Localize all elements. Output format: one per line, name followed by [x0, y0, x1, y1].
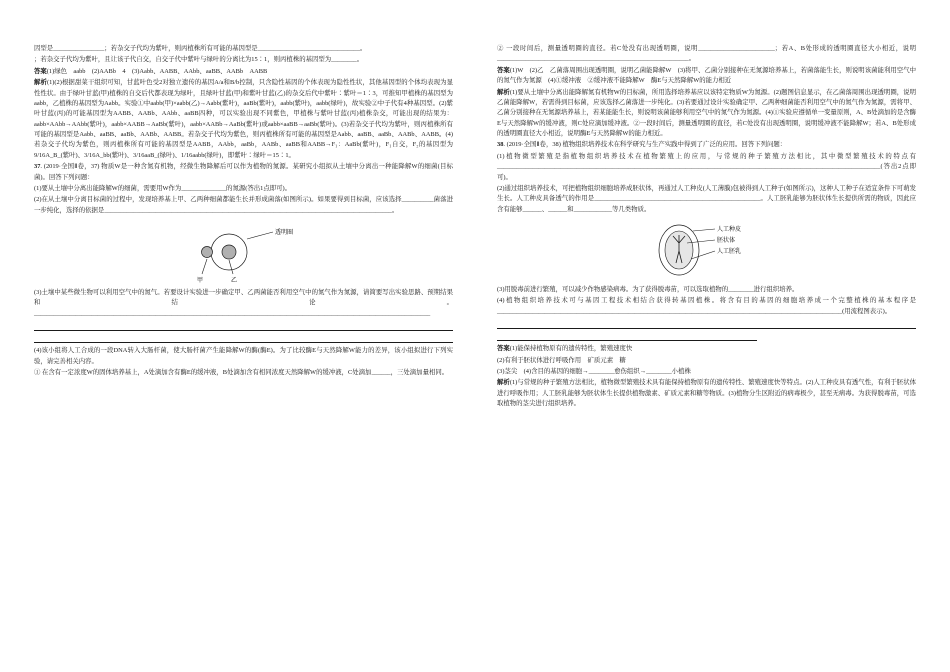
answer-text-38: (1)能保持植物原有的遗传特性，繁殖速度快 — [509, 345, 633, 353]
answer-blank-line-2 — [34, 335, 453, 343]
leader-line-transparent — [247, 232, 273, 239]
question-37-sub4: (4)该小组将人工合成的一段DNA转入大肠杆菌，使大肠杆菌产生能降解W的酶(酶E)。为了比较酶E与天然降解W能力的差异，该小组拟进行下列实验，请完善相关内容。 — [34, 347, 453, 365]
answer-blank-line-3 — [497, 321, 916, 329]
analysis-label: 解析 — [34, 79, 47, 87]
answer-text-37: (1)W (2)乙 乙菌落周围出现透明圈，说明乙菌能降解W (3)将甲、乙菌分别接种在无氮源培养基上，若菌落能生长，则说明该菌能利用空气中的氮气作为氮源 (4)①缓冲液 ②缓冲液不能降解W 酶E与天然降解W的能力相近 — [497, 66, 917, 85]
two-column-layout — [34, 44, 916, 652]
analysis-text-37: (1)要从土壤中分离出能降解氮有机物W的目标菌，所用选择培养基应以该特定物质W为氮源。(2)题图信息显示，在乙菌落周围出现透明圈，说明乙菌能降解W，若需得到目标菌，应该选择乙菌落进一步纯化。(3)若要通过设计实验确定甲、乙两种细菌能否利用空气中的氮气作为氮源，需将甲、乙菌分别接种在无氮源培养基上，若某能能生长，则说明该菌能够利用空气中的氮气作为氮源。(4)①实验应遵循单一变量原则，A、B处滴加的是含酶E与天然降解W的缓冲液，则C处应滴加缓冲液。②一段时间后，测量透明圈的直径，若C处没有出现透明圈，说明缓冲液不能降解W；若A、B处形成的透明圈直径大小相近，说明酶E与天然降解W的能力相近。 — [497, 88, 917, 137]
question-38-sub3: (3)用脱毒前进行繁殖，可以减少作物感染病毒。为了获得脱毒苗，可以选取植物的________进行组织培养。 — [497, 286, 799, 293]
analysis-text-38: (1)与常规的种子繁殖方法相比，植物微型繁殖技术具有能保持植物原有的遗传特性、繁殖速度快等特点。(2)人工种皮具有透气性，有利于胚状体进行呼吸作用；人工胚乳能够为胚状体生长提供植物激素、矿质元素和糖等物质。(3)植物分生区附近的病毒极少，甚至无病毒。为获得脱毒苗，可选取植物的茎尖进行组织培养。 — [497, 379, 916, 407]
leader-endosperm — [691, 251, 715, 259]
question-38-sub1: (1)植物微型繁殖是指植物组织培养技术在植物繁殖上的应用，与常规的种子繁殖方法相比，其中微型繁殖技术的特点有________________________________________________________________________________________________________________________(答出2点即可)。 — [497, 152, 916, 181]
question-38-sub2: (2)通过组织培养技术，可把植物组织细胞培养成胚状体，再通过人工种皮(人工薄膜)包被得到人工种子(如图所示)，这种人工种子在适宜条件下可萌发生长。人工种皮具备透气的作用是____________________________________________________。人工胚乳能够为胚状体生长提供所需的物质，因此应含有能够______、______和____________等几类物质。 — [497, 184, 916, 213]
answer-label: 答案 — [34, 67, 47, 75]
answer-block-38 — [497, 344, 916, 354]
label-jia: 甲 — [196, 278, 203, 284]
leader-line-jia — [202, 259, 207, 274]
artificial-seed-diagram — [647, 221, 767, 281]
colony-svg — [169, 222, 319, 284]
colony-figure-wrap — [34, 222, 453, 284]
question-38-number: 38 — [497, 141, 504, 149]
analysis-label-37: 解析 — [497, 88, 510, 96]
question-38-stem: 38. (2019·全国Ⅱ卷，38) 植物组织培养技术在科学研究与生产实践中得到了广泛的应用。回答下列问题： — [497, 141, 787, 149]
question-continuation-1: 因型是________________；若杂交子代均为紫叶，则丙植株所有可能的基因型是________________________________。 — [34, 45, 367, 52]
question-38-text: 植物组织培养技术在科学研究与生产实践中得到了广泛的应用。回答下列问题： — [562, 141, 787, 149]
analysis-label-38: 解析 — [497, 379, 510, 387]
answer-38-line3: (3)茎尖 (4)含目的基因的细胞→________愈伤组织→________小植株 — [497, 367, 691, 375]
analysis-block-37 — [497, 88, 916, 140]
answer-label-38: 答案 — [497, 345, 510, 353]
question-37-stem: 37. (2019·全国Ⅱ卷，37) 物质W是一种含氮有机物，经微生物降解后可以作为植物的氮源。某研究小组拟从土壤中分离出一种能降解W的细菌(目标菌)。回答下列问题： — [34, 163, 453, 181]
answer-38-line2: (2)有利于胚状体进行呼吸作用 矿质元素 糖 — [497, 356, 626, 364]
label-artificial-seed-coat: 人工种皮 — [716, 227, 741, 233]
answer-blank-line-4 — [497, 333, 757, 341]
question-37-number: 37 — [34, 163, 41, 171]
left-column — [34, 44, 475, 652]
colony-yi — [222, 245, 236, 259]
artificial-seed-svg — [647, 221, 777, 279]
label-yi: 乙 — [230, 278, 237, 284]
question-38-sub4: (4)植物组织培养技术可与基因工程技术相结合获得转基因植株。将含有目的基因的细胞培养成一个完整植株的基本程序是____________________________________________________________________________________________________________(用流程图表示)。 — [497, 297, 916, 315]
answer-blank-line-1 — [34, 323, 453, 331]
question-37-sub1: (1)要从土壤中分离出能降解W的细菌，需要用W作为______________的氮源(答出1点即可)。 — [34, 184, 292, 192]
label-embryoid: 胚状体 — [716, 238, 735, 244]
question-37-source: (2019·全国Ⅱ卷，37) — [43, 163, 100, 171]
answer-text: (1)绿色 aabb (2)AABb 4 (3)Aabb、AABB、AAbb、aaBB、AABb AABB — [46, 67, 268, 75]
question-37-sub3: (3)土壤中某些微生物可以利用空气中的氮气。若要设计实验进一步确定甲、乙两菌能否利用空气中的氮气作为氮源，请简要写出实验思路、预期结果和结论。____________________________________________________________________________________________________________________________ — [34, 289, 453, 317]
answer-block-36 — [34, 67, 453, 77]
artificial-seed-figure-wrap — [497, 221, 916, 281]
analysis-text: (1)(2)根据甜菜干组织可知，甘蓝叶色受2对独立遗传的基因A/a和B/b控制，只含隐性基因的个体表现为隐性性状，其他基因型的个体均表现为显性性状。由于绿叶甘蓝(甲)植株的自交后代都表现为绿叶，且绿叶甘蓝(甲)和紫叶甘蓝(乙)的杂交后代中紫叶∶紫叶＝1∶3，可推知甲植株的基因型为aabb，乙植株的基因型为Aabb。实验①中aabb(甲)×aabb(乙)→Aabb(紫叶)，aaBb(紫叶)，aabb(紫叶)，aabb(绿叶)，故实验②中子代有4种基因型。(2)紫叶甘蓝(丙)的可能基因型为AABB、AABb、AAbb、aaBB四种，可以实验出现不同紫色，甲植株与紫叶甘蓝(丙)植株杂交，可能出现的结果为：aabb×AAbb→AAbb(紫叶)，aabb×AABB→AaBb(紫叶)，aabb×AABb→AaBb(紫叶)或aabb×aaBB→aaBb(紫叶)。(3)若杂交子代均为紫叶，则丙植株所有可能的基因型是Aabb、aaBB、aaBb、AABb、AABB。若杂交子代均为紫色，则丙植株所有可能的基因型是Aabb、aaBB、aaBb、AABb、AABB。(4)若杂交子代均为紫色，则丙植株所有可能的基因型是AABB，AAbb，aaBb，AABb、aaBB和AABB→F₁：AaBb(紫叶)，F₁自交，F₂的基因型为9/16A_B_(紫叶)、3/16A_bb(紫叶)、3/16aaB_(绿叶)、1/16aabb(绿叶)，即紫叶∶绿叶＝15∶1。 — [34, 79, 454, 159]
question-37-text: 物质W是一种含氮有机物，经微生物降解后可以作为植物的氮源。某研究小组拟从土壤中分离出一种能降解W的细菌(目标菌)。回答下列问题： — [34, 163, 453, 181]
analysis-block-38 — [497, 378, 916, 409]
question-37-sub4-item1: ① 在含有一定浓度W的固体培养基上，A处滴加含有酶E的缓冲液，B处滴加含有相同浓度天然降解W的缓冲液，C处滴加______，三处滴加量相同。 — [34, 368, 449, 376]
colony-jia — [201, 247, 212, 258]
right-column — [475, 44, 916, 652]
question-37-sub2: (2)在从土壤中分离目标菌的过程中，发现培养基上甲、乙两种细菌都能生长并形成菌落(如图所示)。如果要得到目标菌，应该选择__________菌落进一步纯化，选择的依据是__________________________________________________________________________________________。 — [34, 196, 453, 214]
label-transparent-circle: 透明圈 — [274, 230, 293, 236]
question-37-sub4-item2: ② 一段时间后，测量透明圈的直径。若C处没有出现透明圈，说明________________________；若A、B处形成的透明圈直径大小相近，说明____________________________________________________________。 — [497, 45, 916, 63]
bacteria-colony-diagram — [169, 222, 319, 284]
answer-block-37 — [497, 66, 916, 87]
analysis-block-36 — [34, 78, 453, 161]
answer-label-37: 答案 — [497, 66, 510, 74]
leader-line-yi — [229, 260, 233, 274]
question-continuation-2: ；若杂交子代均为紫叶，且让该子代自交，自交子代中紫叶与绿叶的分离比为15∶1，则丙植株的基因型为________。 — [34, 56, 364, 64]
question-38-source: (2019·全国Ⅱ卷，38) — [506, 141, 561, 149]
label-artificial-endosperm: 人工胚乳 — [716, 249, 741, 255]
leader-coat — [693, 229, 715, 231]
